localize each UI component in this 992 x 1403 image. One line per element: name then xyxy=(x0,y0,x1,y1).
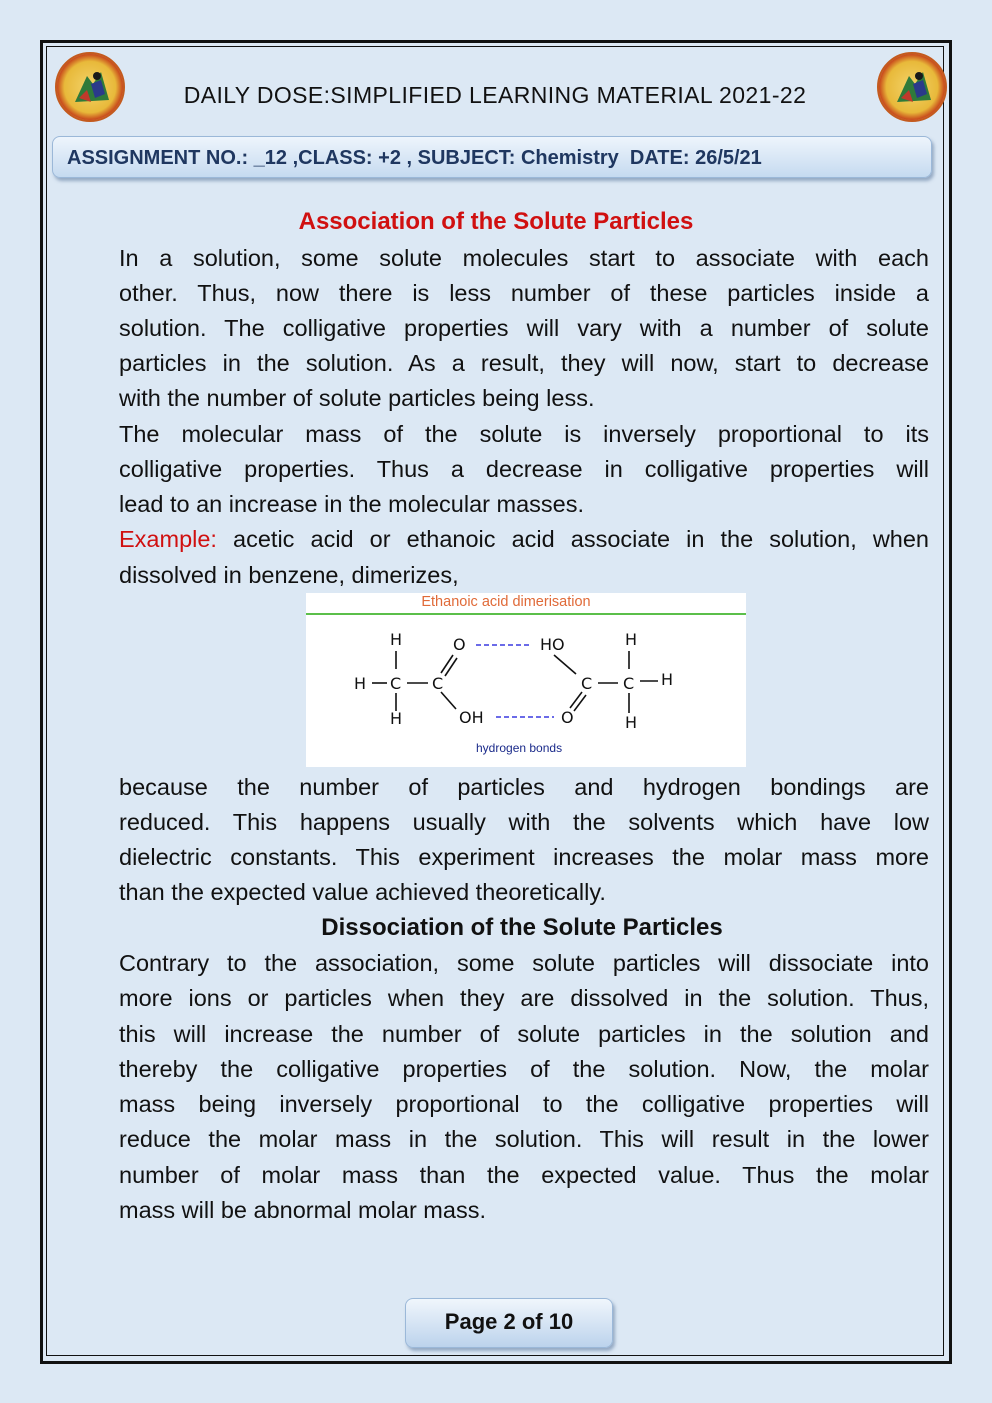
paragraph-line: thereby the colligative properties of the solution. Now, the molar xyxy=(119,1056,929,1082)
atom-c: C xyxy=(581,674,593,693)
paragraph-line: than the expected value achieved theoretically. xyxy=(119,879,606,905)
ethanoic-acid-dimer-figure xyxy=(306,593,746,767)
paragraph-line: dielectric constants. This experiment increases the molar mass more xyxy=(119,844,929,870)
atom-o: O xyxy=(453,635,466,654)
paragraph-line: this will increase the number of solute particles in the solution and xyxy=(119,1021,929,1047)
paragraph-line: more ions or particles when they are dissolved in the solution. Thus, xyxy=(119,985,929,1011)
paragraph-line: mass being inversely proportional to the colligative properties will xyxy=(119,1091,929,1117)
school-logo-left xyxy=(55,52,125,122)
example-label: Example: xyxy=(119,526,217,552)
atom-c: C xyxy=(390,674,402,693)
paragraph-line: particles in the solution. As a result, they will now, start to decrease xyxy=(119,350,929,376)
paragraph-line: other. Thus, now there is less number of these particles inside a xyxy=(119,280,929,306)
example-line xyxy=(119,522,929,557)
paragraph-line: mass will be abnormal molar mass. xyxy=(119,1197,486,1223)
paragraph-line: with the number of solute particles being less. xyxy=(119,385,595,411)
atom-c: C xyxy=(432,674,444,693)
paragraph-line: reduced. This happens usually with the solvents which have low xyxy=(119,809,929,835)
atom-h: H xyxy=(354,674,367,693)
atom-ho: HO xyxy=(540,635,565,654)
paragraph-line: Contrary to the association, some solute particles will dissociate into xyxy=(119,950,929,976)
section-heading-dissociation: Dissociation of the Solute Particles xyxy=(321,914,723,941)
paragraph-line: The molecular mass of the solute is inversely proportional to its xyxy=(119,421,929,447)
atom-o: O xyxy=(561,708,574,727)
assignment-info: ASSIGNMENT NO.: _12 ,CLASS: +2 , SUBJECT: Chemistry DATE: 26/5/21 xyxy=(67,147,762,169)
example-text: acetic acid or ethanoic acid associate in the solution, when xyxy=(216,526,929,552)
atom-c: C xyxy=(623,674,635,693)
paragraph-line: number of molar mass than the expected value. Thus the molar xyxy=(119,1162,929,1188)
atom-h: H xyxy=(390,630,403,649)
paragraph-line: solution. The colligative properties will vary with a number of solute xyxy=(119,315,929,341)
document-title: DAILY DOSE:SIMPLIFIED LEARNING MATERIAL 2021-22 xyxy=(183,82,807,108)
paragraph-line: reduce the molar mass in the solution. This will result in the lower xyxy=(119,1126,929,1152)
school-logo-right xyxy=(877,52,947,122)
paragraph-line: because the number of particles and hydrogen bondings are xyxy=(119,774,929,800)
figure-title: Ethanoic acid dimerisation xyxy=(421,594,591,610)
covalent-bonds xyxy=(372,651,658,713)
logo-emblem-icon xyxy=(879,54,949,124)
atom-h: H xyxy=(661,670,674,689)
assignment-banner xyxy=(52,136,932,178)
paragraph-line: dissolved in benzene, dimerizes, xyxy=(119,562,459,588)
paragraph-line: lead to an increase in the molecular masses. xyxy=(119,491,585,517)
atom-oh: OH xyxy=(459,708,484,727)
paragraph-line: colligative properties. Thus a decrease in colligative properties will xyxy=(119,456,929,482)
section-heading-association: Association of the Solute Particles xyxy=(298,208,694,235)
page-number-badge: Page 2 of 10 xyxy=(405,1298,613,1348)
logo-emblem-icon xyxy=(57,54,127,124)
atom-h: H xyxy=(625,630,638,649)
atom-h: H xyxy=(625,713,638,732)
paragraph-line: In a solution, some solute molecules start to associate with each xyxy=(119,245,929,271)
hydrogen-bond-lines xyxy=(476,645,554,717)
figure-caption: hydrogen bonds xyxy=(476,741,563,755)
atom-h: H xyxy=(390,709,403,728)
